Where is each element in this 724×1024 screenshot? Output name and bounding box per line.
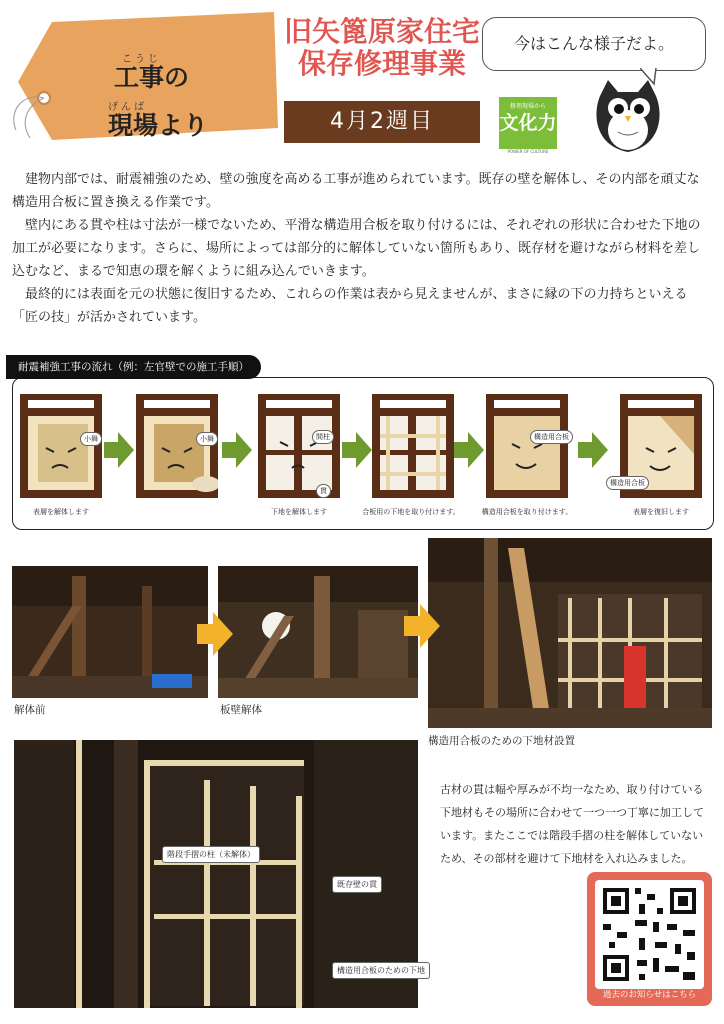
- flow-step-3: [258, 394, 340, 498]
- flow-caption-5: 構造用合板を取り付けます。: [481, 508, 573, 516]
- photo-note: 古材の貫は幅や厚みが不均一なため、取り付けている下地材もその場所に合わせて一つ一つ丁寧に加工しています。またここでは階段手摺の柱を解体していないため、その部材を避けて下地材を入れ込みました。: [440, 783, 704, 865]
- flow-step-2: [136, 394, 218, 498]
- photo-before-demolition: [12, 566, 208, 698]
- tag-ruby-genba: げんば: [108, 102, 147, 113]
- photo-board-wall-removed: [218, 566, 418, 698]
- flow-arrow-3-icon: [342, 430, 372, 470]
- flow-caption-6: 表層を復旧します: [633, 508, 689, 516]
- flow-title: 耐震補強工事の流れ（例：左官壁での施工手順）: [6, 355, 261, 379]
- flow-label-komai-1: 小舞: [80, 432, 102, 446]
- page-title: [284, 16, 480, 80]
- flow-caption-4: 合板用の下地を取り付けます。: [362, 508, 460, 516]
- photo-arrow-2-icon: [404, 604, 440, 648]
- qr-caption: 過去のお知らせはこちら: [602, 990, 697, 1000]
- photo-caption-board-wall: 板壁解体: [220, 704, 262, 716]
- tag-title-line1: 工事の: [114, 63, 190, 92]
- flow-arrow-5-icon: [578, 430, 608, 470]
- callout-plywood-substrate: 構造用合板のための下地: [332, 962, 430, 979]
- flow-arrow-4-icon: [454, 430, 484, 470]
- week-banner: 4月2週目: [284, 101, 480, 143]
- callout-existing-nuki: 既存壁の貫: [332, 876, 382, 893]
- article-body: [12, 168, 712, 329]
- flow-label-plywood-2: 構造用合板: [606, 476, 649, 490]
- logo-big-text: 文化力: [499, 112, 557, 134]
- photo-substrate-installed: [428, 538, 712, 728]
- article-paragraph-2: 壁内にある貫や柱は寸法が一様でないため、平滑な構造用合板を取り付けるには、それぞれの形状に合わせた下地の加工が必要になります。さらに、場所によっては部分的に解体していない箇所もあり、既存材を避けながら材料を差し込むなど、まるで知恵の環を解くように組み込んでいきます。: [12, 218, 701, 279]
- flow-label-mabashira: 間柱: [312, 430, 334, 444]
- flow-label-nuki: 貫: [316, 484, 331, 498]
- flow-arrow-1-icon: [104, 430, 134, 470]
- header-tag: [12, 12, 282, 142]
- logo-english-text: POWER OF CULTURE: [507, 149, 549, 154]
- flow-step-5: [486, 394, 568, 498]
- article-paragraph-3: 最終的には表面を元の状態に復旧するため、これらの作業は表から見えませんが、まさに縁の下の力持ちといえる「匠の技」が活かされています。: [12, 287, 688, 325]
- title-line2: 保存修理事業: [297, 47, 466, 80]
- flow-label-komai-2: 小舞: [196, 432, 218, 446]
- article-paragraph-1: 建物内部では、耐震補強のため、壁の強度を高める工事が進められています。既存の壁を解体し、その内部を頑丈な構造用合板に置き換える作業です。: [12, 172, 700, 210]
- tag-ruby-koji: こうじ: [122, 54, 161, 65]
- flow-caption-1: 表層を解体します: [33, 508, 89, 516]
- owl-mascot-icon: [590, 76, 666, 156]
- logo-small-text: 修理現場から: [509, 103, 546, 110]
- photo-caption-substrate: 構造用合板のための下地材設置: [428, 735, 575, 747]
- title-line1: 旧矢篦原家住宅: [284, 15, 481, 48]
- flow-caption-3: 下地を解体します: [271, 508, 327, 516]
- flow-label-plywood-1: 構造用合板: [530, 430, 573, 444]
- flow-step-1: [20, 394, 102, 498]
- qr-code[interactable]: [595, 880, 704, 989]
- bunka-logo: [499, 97, 557, 149]
- qr-code-icon: [595, 880, 704, 989]
- flow-arrow-2-icon: [222, 430, 252, 470]
- flow-step-4: [372, 394, 454, 498]
- qr-link-box[interactable]: [587, 872, 712, 1006]
- photo-caption-before: 解体前: [14, 704, 46, 716]
- tag-title-line2: 現場より: [108, 111, 209, 140]
- speech-bubble: 今はこんな様子だよ。: [482, 17, 706, 71]
- photo-arrow-1-icon: [197, 612, 233, 656]
- callout-handrail-post: 階段手摺の柱（未解体）: [162, 846, 260, 863]
